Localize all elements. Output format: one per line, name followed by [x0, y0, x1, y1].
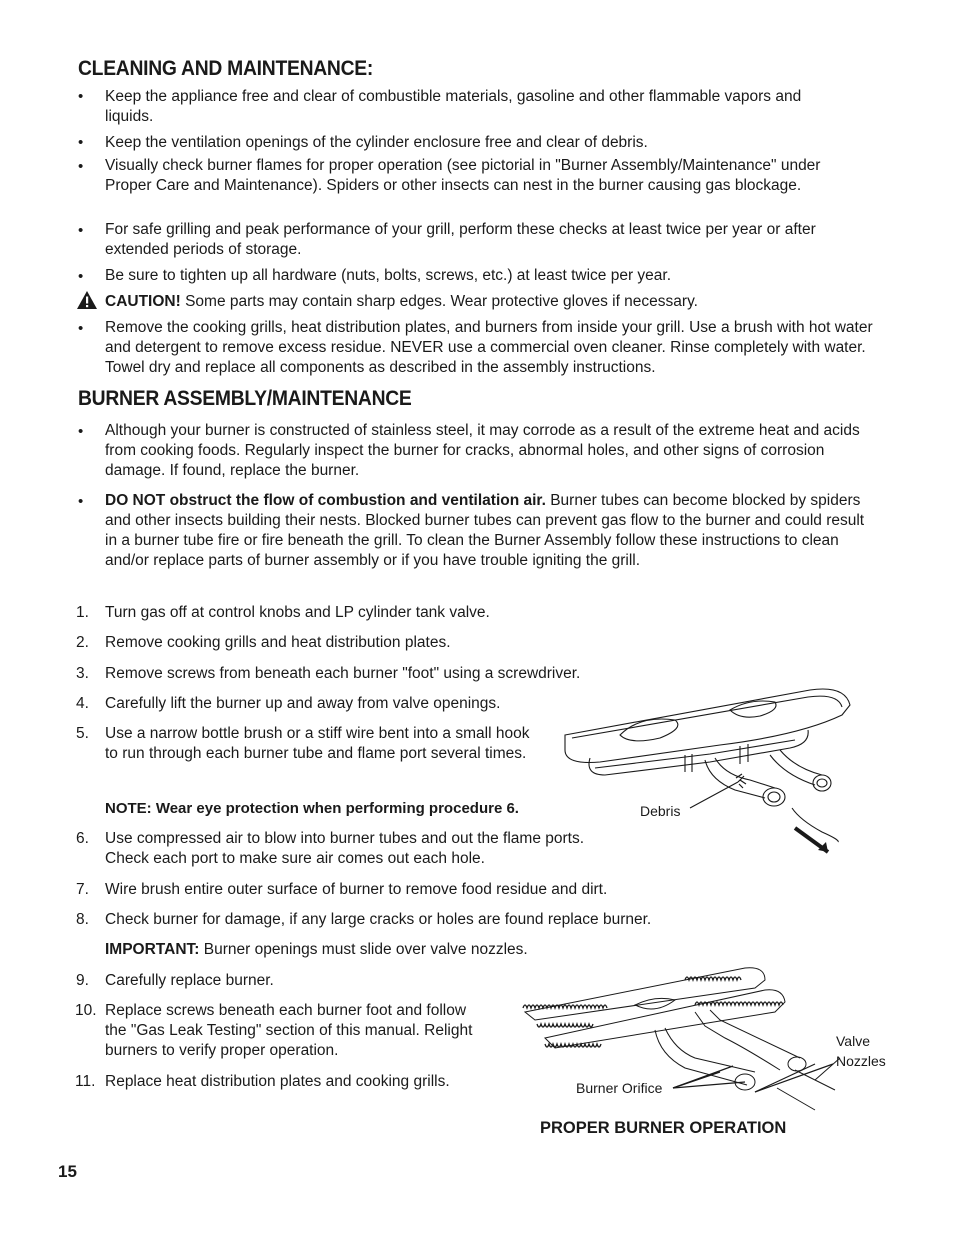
step-9: Carefully replace burner. [105, 972, 274, 989]
cleaning-heading: CLEANING AND MAINTENANCE: [78, 57, 374, 80]
step-number: 7. [76, 881, 89, 898]
cleaning-bullet-2: Keep the ventilation openings of the cylinder enclosure free and clear of debris. [105, 134, 648, 151]
burner-heading: BURNER ASSEMBLY/MAINTENANCE [78, 387, 412, 410]
step-number: 6. [76, 830, 89, 847]
step-8: Check burner for damage, if any large cracks or holes are found replace burner. [105, 911, 652, 928]
step-number: 9. [76, 972, 89, 989]
caution-text: Some parts may contain sharp edges. Wear protective gloves if necessary. [180, 293, 698, 310]
burner-flame-illustration [515, 960, 865, 1110]
valve-nozzles-label: Valve Nozzles [836, 1033, 886, 1069]
step-number: 11. [75, 1073, 96, 1090]
cleaning-bullet-3: Visually check burner flames for proper operation (see pictorial in "Burner Assembly/Maintenance" under Proper Care and Maintenance). Spiders or other insects can nest in the burner causing gas blockage. [105, 157, 821, 194]
cleaning-bullet-4: For safe grilling and peak performance of your grill, perform these checks at least twice per year or after extended periods of storage. [105, 221, 816, 258]
burner-orifice-label: Burner Orifice [576, 1080, 663, 1096]
step-5: Use a narrow bottle brush or a stiff wire bent into a small hook to run through each burner tube and flame port several times. [105, 725, 530, 762]
bullet-dot: • [78, 423, 84, 440]
burner-bullet-1: Although your burner is constructed of stainless steel, it may corrode as a result of the extreme heat and acids from cooking foods. Regularly inspect the burner for cracks, abnormal holes, and other signs of corrosion damage. If found, replace the burner. [105, 422, 860, 479]
step-number: 3. [76, 665, 89, 682]
important-label: IMPORTANT: [105, 941, 200, 958]
important-text: Burner openings must slide over valve nozzles. [199, 941, 528, 958]
step-6: Use compressed air to blow into burner tubes and out the flame ports. Check each port to make sure air comes out each hole. [105, 830, 585, 867]
step-number: 8. [76, 911, 89, 928]
caution-label: CAUTION! [105, 293, 181, 310]
step-1: Turn gas off at control knobs and LP cylinder tank valve. [105, 604, 490, 621]
burner-bullet-2 [105, 491, 875, 571]
figure-caption: PROPER BURNER OPERATION [540, 1119, 787, 1137]
step-number: 5. [76, 725, 89, 742]
burner-bullet-2-bold: DO NOT obstruct the flow of combustion and ventilation air. [105, 492, 546, 509]
page-number: 15 [58, 1162, 77, 1181]
step-10: Replace screws beneath each burner foot and follow the "Gas Leak Testing" section of this manual. Relight burners to verify proper operation. [105, 1002, 473, 1059]
step-11: Replace heat distribution plates and cooking grills. [105, 1073, 450, 1090]
cleaning-bullet-6: Remove the cooking grills, heat distribution plates, and burners from inside your grill. Use a brush with hot water and detergent to remove excess residue. NEVER use a commercial oven cleaner. Rinse completely with water. Towel dry and replace all components as described in the assembly instructions. [105, 319, 873, 376]
note-eye-protection: NOTE: Wear eye protection when performing procedure 6. [105, 800, 519, 817]
bullet-dot: • [78, 320, 84, 337]
step-3: Remove screws from beneath each burner "foot" using a screwdriver. [105, 665, 581, 682]
burner-bullet-2-text: Burner tubes can become blocked by spiders and other insects building their nests. Blocked burner tubes can prevent gas flow to the burner and could result in a burner tube fire or fire beneath the grill. To clean the Burner Assembly follow these instructions to clean and/or replace parts of burner assembly or if you have trouble igniting the grill. [105, 492, 865, 569]
step-2: Remove cooking grills and heat distribution plates. [105, 634, 451, 651]
bullet-dot: • [78, 158, 84, 175]
step-4: Carefully lift the burner up and away from valve openings. [105, 695, 501, 712]
bullet-dot: • [78, 88, 84, 105]
step-number: 10. [75, 1002, 97, 1019]
caution-line [105, 292, 885, 312]
debris-label: Debris [640, 803, 681, 819]
step-number: 2. [76, 634, 89, 651]
bullet-dot: • [78, 493, 84, 510]
bullet-dot: • [78, 222, 84, 239]
cleaning-bullet-1: Keep the appliance free and clear of combustible materials, gasoline and other flammable vapors and liquids. [105, 88, 802, 125]
bullet-dot: • [78, 134, 84, 151]
cleaning-bullet-5: Be sure to tighten up all hardware (nuts, bolts, screws, etc.) at least twice per year. [105, 267, 672, 284]
burner-cleaning-illustration [560, 680, 860, 860]
step-number: 1. [76, 604, 89, 621]
important-note [105, 940, 805, 960]
step-7: Wire brush entire outer surface of burner to remove food residue and dirt. [105, 881, 608, 898]
warning-icon [76, 290, 98, 310]
step-number: 4. [76, 695, 89, 712]
bullet-dot: • [78, 268, 84, 285]
